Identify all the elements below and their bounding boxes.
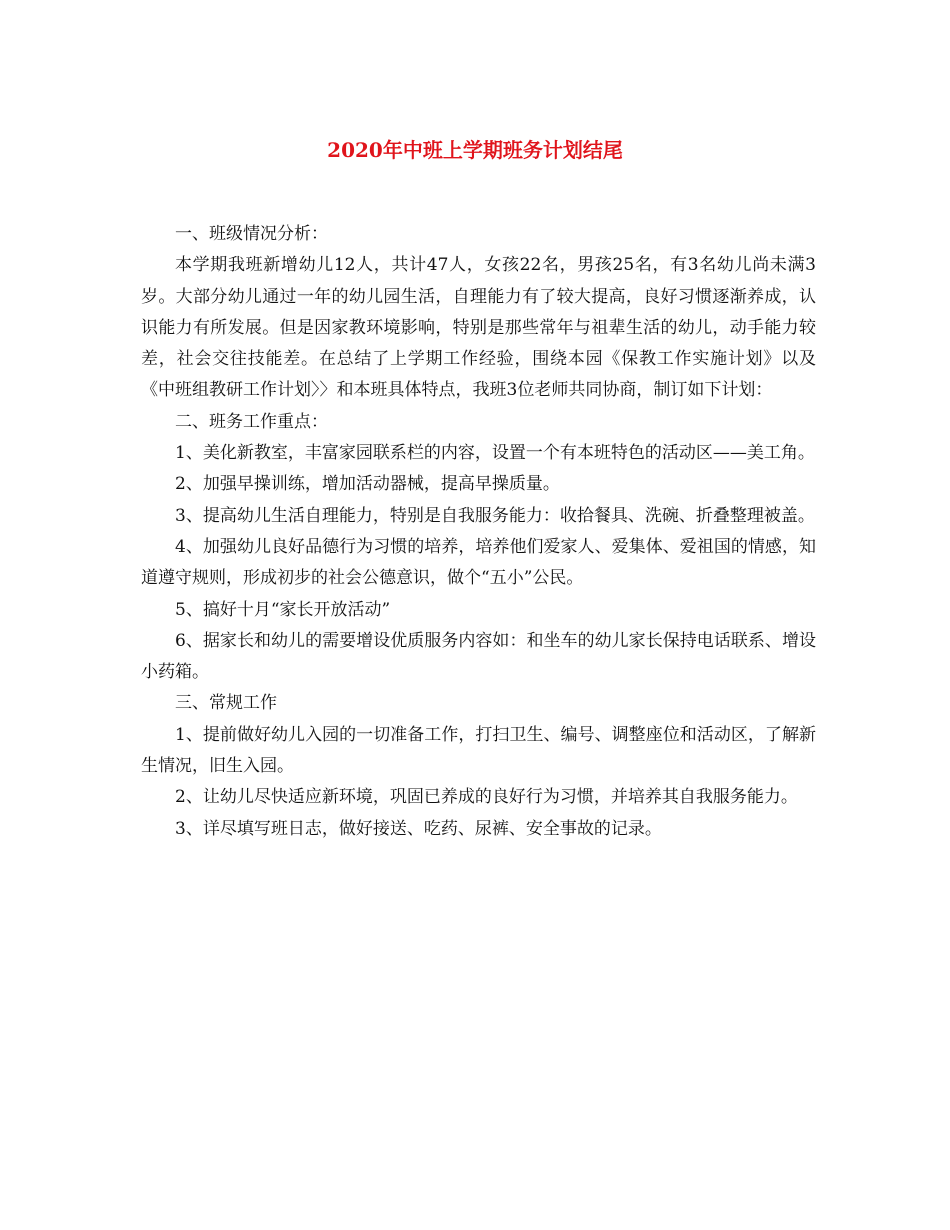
list-item: 3、详尽填写班日志，做好接送、吃药、尿裤、安全事故的记录。 xyxy=(175,818,662,839)
list-item: 2、让幼儿尽快适应新环境，巩固已养成的良好行为习惯，并培养其自我服务能力。 xyxy=(175,787,798,808)
list-item: 2、加强早操训练，增加活动器械，提高早操质量。 xyxy=(175,474,560,495)
document-title: 2020年中班上学期班务计划结尾 xyxy=(327,138,623,162)
list-item: 1、提前做好幼儿入园的一切准备工作，打扫卫生、编号、调整座位和活动区，了解新生情况，旧生入园。 xyxy=(141,724,816,777)
section-heading-class-analysis: 一、班级情况分析： xyxy=(175,224,328,244)
list-item: 5、搞好十月“家长开放活动” xyxy=(175,599,391,620)
list-item: 1、美化新教室，丰富家园联系栏的内容，设置一个有本班特色的活动区——美工角。 xyxy=(175,443,815,464)
paragraph-class-analysis: 本学期我班新增幼儿12人，共计47人，女孩22名，男孩25名，有3名幼儿尚未满3岁。大部分幼儿通过一年的幼儿园生活，自理能力有了较大提高，良好习惯逐渐养成，认识能力有所发展。但是因家教环境影响，特别是那些常年与祖辈生活的幼儿，动手能力较差，社会交往技能差。在总结了上学期工作经验，围绕本园《保教工作实施计划》以及《中班组教研工作计划〉〉和本班具体特点，我班3位老师共同协商，制订如下计划： xyxy=(141,255,816,401)
list-item: 6、据家长和幼儿的需要增设优质服务内容如：和坐车的幼儿家长保持电话联系、增设小药箱。 xyxy=(141,630,816,683)
section-heading-routine-work: 三、常规工作 xyxy=(175,693,277,714)
list-item: 4、加强幼儿良好品德行为习惯的培养，培养他们爱家人、爱集体、爱祖国的情感，知道遵守规则，形成初步的社会公德意识，做个“五小”公民。 xyxy=(141,536,816,589)
list-item: 3、提高幼儿生活自理能力，特别是自我服务能力：收拾餐具、洗碗、折叠整理被盖。 xyxy=(175,505,815,526)
section-heading-key-work: 二、班务工作重点： xyxy=(175,411,328,432)
document-body xyxy=(141,219,816,845)
